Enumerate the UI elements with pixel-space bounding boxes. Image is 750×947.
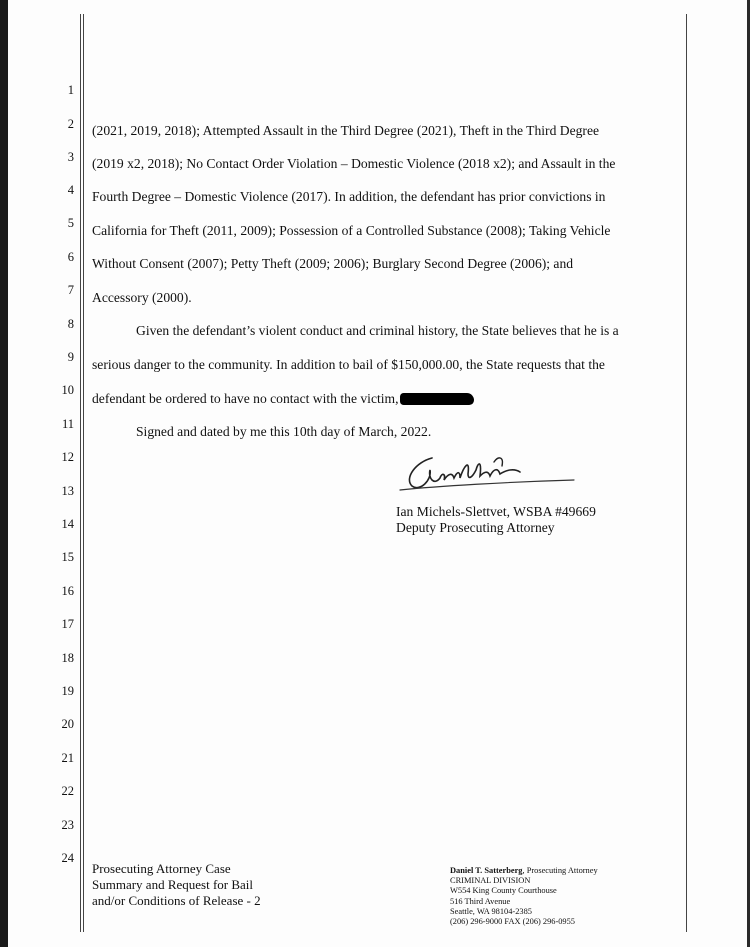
footer-document-title — [92, 861, 261, 909]
line-number: 16 — [61, 584, 74, 598]
line-number: 13 — [61, 484, 74, 498]
line-number: 15 — [61, 550, 74, 564]
line-number: 2 — [67, 117, 74, 131]
line-number: 24 — [61, 851, 74, 865]
body-text-segment: defendant be ordered to have no contact with the victim, — [92, 391, 399, 406]
margin-rule-left-inner — [83, 14, 84, 932]
office-line: 516 Third Avenue — [450, 896, 511, 906]
line-number: 9 — [67, 350, 74, 364]
signatory-name: Ian Michels-Slettvet, WSBA #49669 — [396, 504, 596, 519]
body-text-line: Given the defendant’s violent conduct and criminal history, the State believes that he is a — [136, 323, 619, 338]
office-heading — [450, 866, 598, 876]
prosecutor-name: Daniel T. Satterberg — [450, 866, 523, 875]
margin-rule-right — [686, 14, 687, 932]
line-number: 20 — [61, 717, 74, 731]
body-text-line: Accessory (2000). — [92, 290, 192, 305]
line-number: 14 — [61, 517, 74, 531]
line-number: 17 — [61, 617, 74, 631]
line-number: 1 — [67, 83, 74, 97]
footer-title-line: Summary and Request for Bail — [92, 877, 254, 892]
office-line: W554 King County Courthouse — [450, 886, 557, 896]
body-text-line: serious danger to the community. In addition to bail of $150,000.00, the State requests that the — [92, 357, 605, 372]
line-number: 3 — [67, 150, 74, 164]
body-text-line: Signed and dated by me this 10th day of March, 2022. — [136, 424, 432, 439]
line-number: 7 — [67, 283, 74, 297]
line-number: 12 — [61, 450, 74, 464]
footer-title-line: Prosecuting Attorney Case — [92, 861, 231, 876]
line-number: 5 — [67, 216, 74, 230]
line-number: 4 — [67, 183, 74, 197]
photo-edge-left — [0, 0, 8, 947]
handwritten-signature — [398, 448, 578, 500]
body-text-line: California for Theft (2011, 2009); Possession of a Controlled Substance (2008); Taking Vehicle — [92, 223, 611, 238]
signatory-title: Deputy Prosecuting Attorney — [396, 520, 555, 535]
line-number: 18 — [61, 651, 74, 665]
line-number: 8 — [67, 317, 74, 331]
line-number: 6 — [67, 250, 74, 264]
body-text-line-redacted — [92, 391, 474, 407]
line-number: 11 — [61, 417, 74, 431]
body-text-line: (2019 x2, 2018); No Contact Order Violation – Domestic Violence (2018 x2); and Assault in the — [92, 156, 616, 171]
line-number: 23 — [61, 818, 74, 832]
footer-office-block — [450, 866, 598, 927]
office-line: CRIMINAL DIVISION — [450, 876, 531, 886]
body-text-line: (2021, 2019, 2018); Attempted Assault in the Third Degree (2021), Theft in the Third Degree — [92, 123, 600, 138]
redaction-mark — [400, 393, 474, 405]
line-number: 10 — [61, 383, 74, 397]
footer-title-line: and/or Conditions of Release - 2 — [92, 893, 261, 908]
office-line: Seattle, WA 98104-2385 — [450, 906, 532, 916]
line-number: 19 — [61, 684, 74, 698]
office-line: (206) 296-9000 FAX (206) 296-0955 — [450, 917, 575, 927]
margin-rule-left-outer — [80, 14, 81, 932]
body-text-line: Without Consent (2007); Petty Theft (2009; 2006); Burglary Second Degree (2006); and — [92, 256, 574, 271]
prosecutor-role: , Prosecuting Attorney — [522, 866, 598, 875]
line-number: 22 — [61, 784, 74, 798]
body-text-line: Fourth Degree – Domestic Violence (2017). In addition, the defendant has prior convictions in — [92, 189, 606, 204]
line-number: 21 — [61, 751, 74, 765]
